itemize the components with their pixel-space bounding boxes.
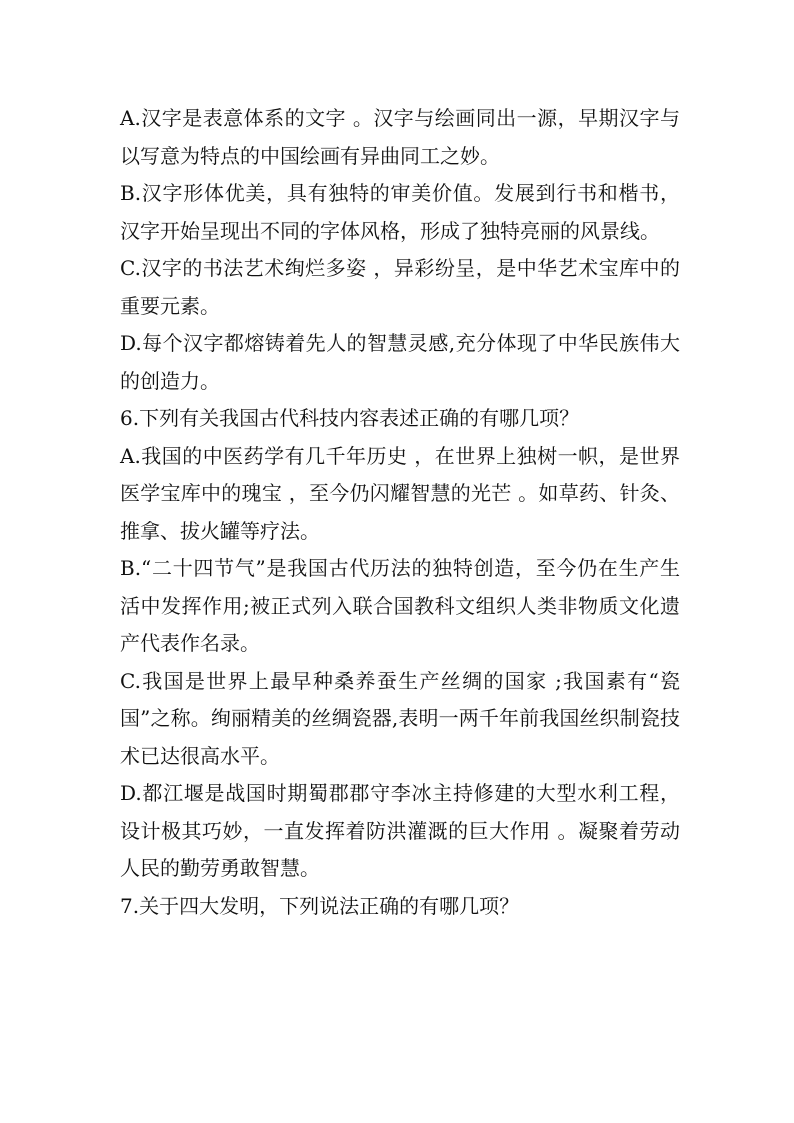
option-6b: B.“二十四节气”是我国古代历法的独特创造，至今仍在生产生活中发挥作用;被正式列入联合国教科文组织人类非物质文化遗产代表作名录。 — [120, 556, 680, 655]
option-5a: A.汉字是表意体系的文字 。汉字与绘画同出一源，早期汉字与以写意为特点的中国绘画有异曲同工之妙。 — [120, 106, 680, 168]
question-6: 6.下列有关我国古代科技内容表述正确的有哪几项？ — [120, 406, 580, 430]
option-6a: A.我国的中医药学有几千年历史 ，在世界上独树一帜，是世界医学宝库中的瑰宝 ，至今仍闪耀智慧的光芒 。如草药、针灸、推拿、拔火罐等疗法。 — [120, 443, 680, 543]
option-5d: D.每个汉字都熔铸着先人的智慧灵感,充分体现了中华民族伟大的创造力。 — [120, 331, 680, 393]
option-5c: C.汉字的书法艺术绚烂多姿 ，异彩纷呈，是中华艺术宝库中的重要元素。 — [120, 256, 680, 318]
option-6c: C.我国是世界上最早种桑养蚕生产丝绸的国家 ;我国素有“瓷国”之称。绚丽精美的丝绸瓷器,表明一两千年前我国丝织制瓷技术已达很高水平。 — [120, 668, 680, 768]
option-5b: B.汉字形体优美，具有独特的审美价值。发展到行书和楷书，汉字开始呈现出不同的字体风格，形成了独特亮丽的风景线。 — [120, 181, 680, 243]
document-page — [120, 100, 680, 925]
option-6d: D.都江堰是战国时期蜀郡郡守李冰主持修建的大型水利工程，设计极其巧妙，一直发挥着防洪灌溉的巨大作用 。凝聚着劳动人民的勤劳勇敢智慧。 — [120, 781, 680, 880]
question-7: 7.关于四大发明，下列说法正确的有哪几项？ — [120, 893, 520, 918]
